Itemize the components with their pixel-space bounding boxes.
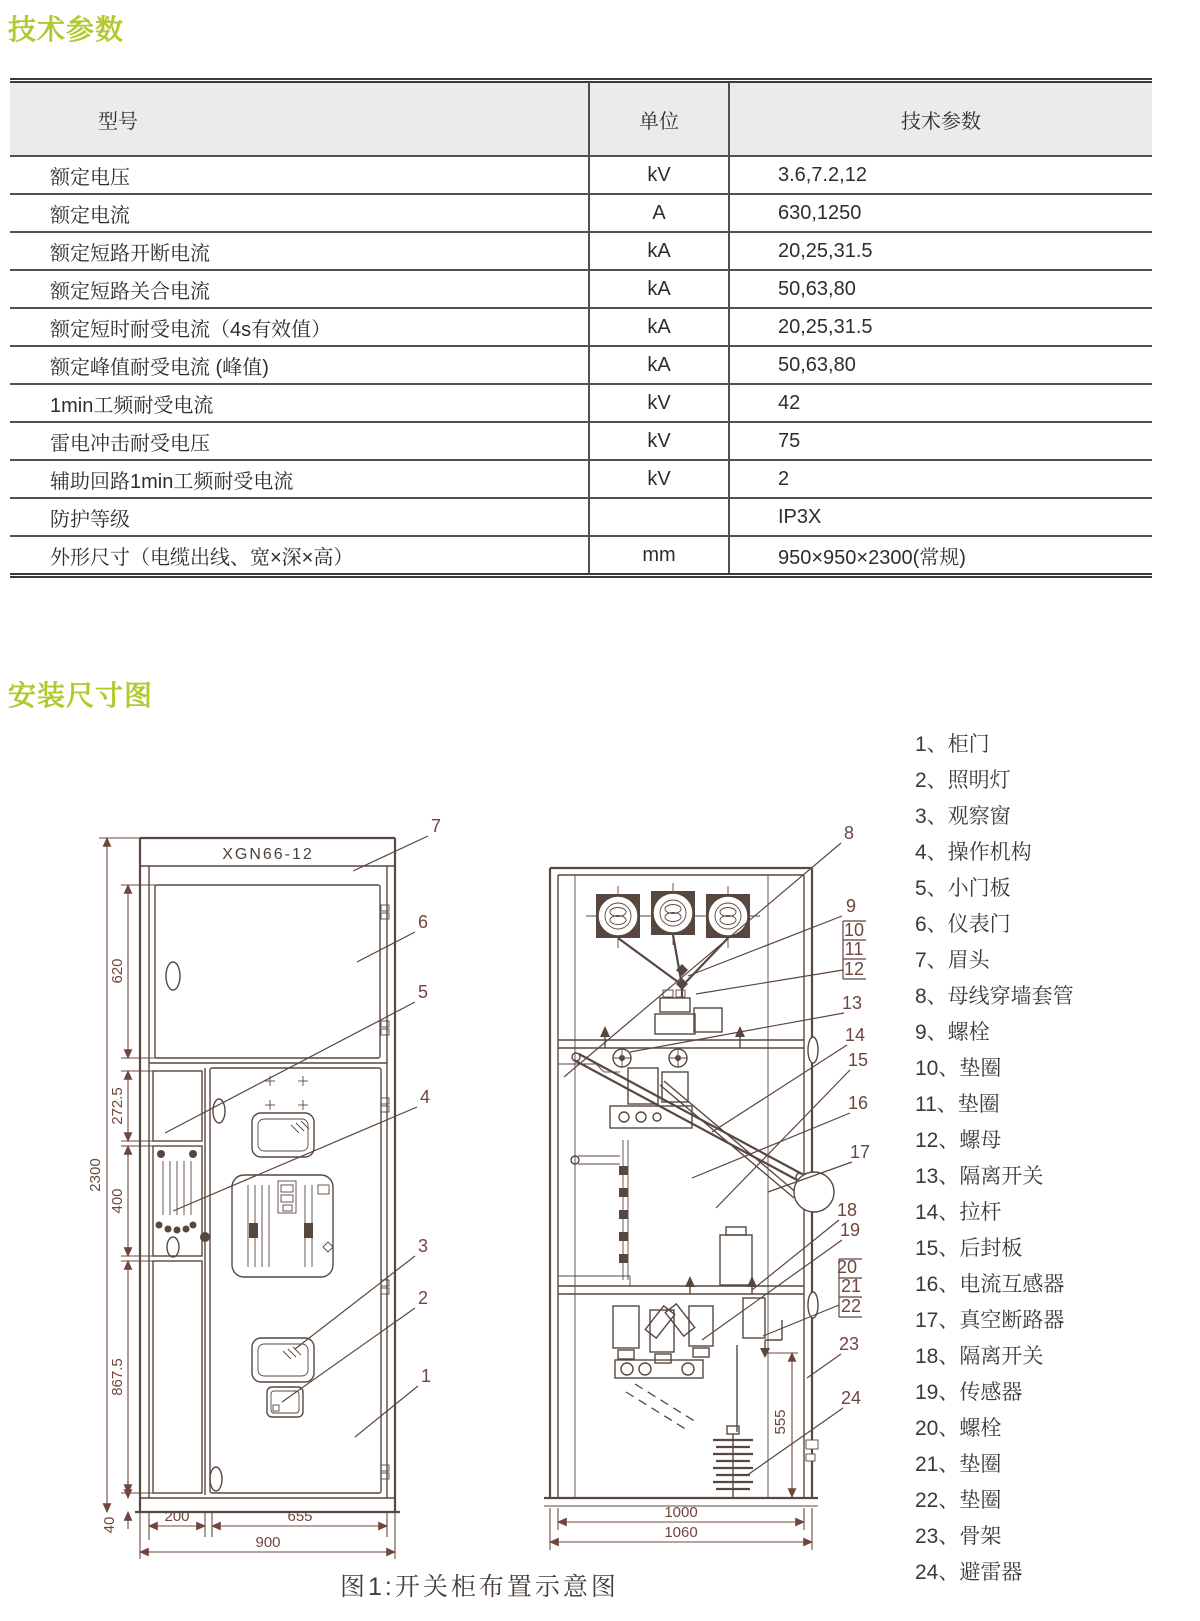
spec-unit: kV xyxy=(588,385,730,421)
table-row xyxy=(10,499,1152,537)
parts-list-item: 20、螺栓 xyxy=(915,1417,1002,1440)
dim-h3: 400 xyxy=(109,1188,126,1214)
parts-list-item: 17、真空断路器 xyxy=(915,1309,1065,1332)
spec-unit: kV xyxy=(588,461,730,497)
hinge-marks xyxy=(381,905,389,1479)
parts-list-item: 15、后封板 xyxy=(915,1237,1023,1260)
parts-list-item: 13、隔离开关 xyxy=(915,1165,1044,1188)
dim-w1: 200 xyxy=(164,1508,190,1525)
spec-value: 75 xyxy=(778,429,801,452)
observation-window-upper xyxy=(252,1113,314,1157)
spec-value: 20,25,31.5 xyxy=(778,239,873,262)
parts-list-item: 4、操作机构 xyxy=(915,841,1032,864)
parts-list-item: 14、拉杆 xyxy=(915,1201,1002,1224)
callout-label: 21 xyxy=(840,1276,862,1296)
spec-value: 950×950×2300(常规) xyxy=(778,546,966,569)
header-params: 技术参数 xyxy=(901,110,981,133)
parts-list-item: 1、柜门 xyxy=(915,733,990,756)
callout-label: 23 xyxy=(838,1334,860,1354)
spec-unit xyxy=(588,499,730,535)
table-row xyxy=(10,537,1152,573)
callout-label: 6 xyxy=(417,912,429,932)
callout-label: 24 xyxy=(840,1388,862,1408)
table-row xyxy=(10,309,1152,347)
table-row xyxy=(10,157,1152,195)
callout-label: 15 xyxy=(847,1050,869,1070)
tech-params-table xyxy=(10,78,1152,578)
spec-label: 额定电压 xyxy=(50,166,130,189)
parts-list-item: 5、小门板 xyxy=(915,877,1011,900)
callout-label: 10 xyxy=(843,920,865,940)
parts-list-item: 22、垫圈 xyxy=(915,1489,1002,1512)
spec-unit: A xyxy=(588,195,730,231)
spec-unit: mm xyxy=(588,537,730,573)
callout-label: 5 xyxy=(417,982,429,1002)
callout-label: 16 xyxy=(847,1093,869,1113)
header-model: 型号 xyxy=(98,110,138,133)
spec-label: 雷电冲击耐受电压 xyxy=(50,432,210,455)
bushing xyxy=(706,894,750,938)
spec-value: 50,63,80 xyxy=(778,353,856,376)
table-header-row xyxy=(10,83,1152,157)
parts-list-item: 21、垫圈 xyxy=(915,1453,1002,1476)
compartment-shelf xyxy=(558,1026,804,1048)
dim-1060: 1060 xyxy=(664,1524,698,1541)
parts-list xyxy=(915,727,1074,1591)
callout-label: 7 xyxy=(430,816,442,836)
spec-label: 额定电流 xyxy=(50,204,130,227)
dim-h5: 40 xyxy=(101,1516,118,1534)
bushing xyxy=(651,891,695,935)
spec-value: 50,63,80 xyxy=(778,277,856,300)
callout-label: 17 xyxy=(849,1142,871,1162)
table-row xyxy=(10,195,1152,233)
spec-label: 1min工频耐受电流 xyxy=(50,394,214,417)
spec-label: 辅助回路1min工频耐受电流 xyxy=(50,470,294,493)
table-row xyxy=(10,233,1152,271)
callout-label: 13 xyxy=(841,993,863,1013)
main-door xyxy=(210,1068,381,1493)
section-view-diagram xyxy=(500,800,960,1560)
dimension-lines xyxy=(99,838,395,1559)
figure-caption: 图1:开关柜布置示意图 xyxy=(340,1573,619,1601)
door-handle xyxy=(166,962,180,990)
spec-label: 额定短路开断电流 xyxy=(50,242,210,265)
callout-label: 14 xyxy=(844,1025,866,1045)
spec-label: 额定短路关合电流 xyxy=(50,280,210,303)
parts-list-item: 7、眉头 xyxy=(915,949,990,972)
dim-total-height: 2300 xyxy=(87,1158,104,1192)
spec-value: 3.6,7.2,12 xyxy=(778,163,867,186)
insulator-cap xyxy=(726,1227,746,1235)
dim-w3: 900 xyxy=(255,1534,281,1551)
callout-label: 1 xyxy=(420,1366,432,1386)
callout-label: 8 xyxy=(843,823,855,843)
parts-list-item: 12、螺母 xyxy=(915,1129,1002,1152)
spec-value: 630,1250 xyxy=(778,201,862,224)
header-unit: 单位 xyxy=(588,83,730,155)
dim-h1: 620 xyxy=(109,958,126,984)
lower-left-door xyxy=(153,1261,202,1493)
parts-list-item: 10、垫圈 xyxy=(915,1057,1002,1080)
spec-unit: kA xyxy=(588,271,730,307)
dimension-labels xyxy=(87,958,313,1551)
callout-labels xyxy=(837,823,870,1408)
left-column xyxy=(153,1068,210,1495)
parts-list-item: 3、观察窗 xyxy=(915,805,1011,828)
parts-list-item: 18、隔离开关 xyxy=(915,1345,1044,1368)
lower-shelf xyxy=(558,1276,804,1294)
table-row xyxy=(10,461,1152,499)
callout-label: 2 xyxy=(417,1288,429,1308)
callout-label: 9 xyxy=(845,896,857,916)
parts-list-item: 24、避雷器 xyxy=(915,1561,1023,1584)
section-title-install-dims: 安装尺寸图 xyxy=(8,680,154,711)
spec-label: 防护等级 xyxy=(50,508,130,531)
operating-mechanism-panel xyxy=(232,1175,333,1277)
plus-marks xyxy=(265,1076,308,1110)
spec-unit: kA xyxy=(588,347,730,383)
bolt-chain xyxy=(571,1140,628,1280)
parts-list-item: 16、电流互感器 xyxy=(915,1273,1065,1296)
model-label: XGN66-12 xyxy=(222,846,314,863)
section-title-tech-params: 技术参数 xyxy=(8,14,125,45)
disconnect-switch xyxy=(558,1049,804,1198)
spec-unit: kV xyxy=(588,157,730,193)
parts-list-item: 2、照明灯 xyxy=(915,769,1011,792)
spec-label: 外形尺寸（电缆出线、宽×深×高） xyxy=(50,546,354,569)
spec-value: 2 xyxy=(778,467,790,490)
parts-list-item: 19、传感器 xyxy=(915,1381,1023,1404)
callout-label: 20 xyxy=(836,1257,858,1277)
table-row xyxy=(10,271,1152,309)
callout-label: 11 xyxy=(844,939,864,959)
spec-value: 20,25,31.5 xyxy=(778,315,873,338)
parts-list-item: 9、螺栓 xyxy=(915,1021,990,1044)
callout-label: 12 xyxy=(843,959,865,979)
instrument-door xyxy=(155,885,380,1058)
support-insulators xyxy=(655,990,722,1034)
callout-label: 19 xyxy=(839,1220,861,1240)
spec-value: 42 xyxy=(778,391,801,414)
spec-unit: kV xyxy=(588,423,730,459)
side-fittings xyxy=(794,1037,834,1461)
dim-1000: 1000 xyxy=(664,1504,698,1521)
dim-555: 555 xyxy=(772,1409,789,1435)
bushing xyxy=(596,894,640,938)
parts-list-item: 6、仪表门 xyxy=(915,913,1011,936)
small-door-panel xyxy=(153,1071,202,1141)
table-row xyxy=(10,347,1152,385)
parts-list-item: 8、母线穿墙套管 xyxy=(915,985,1074,1008)
callout-label: 18 xyxy=(836,1200,858,1220)
parts-list-item: 11、垫圈 xyxy=(915,1093,1000,1116)
post-insulator xyxy=(720,1235,752,1285)
callout-label: 3 xyxy=(417,1236,429,1256)
dim-h2: 272.5 xyxy=(109,1087,126,1125)
dim-h4: 867.5 xyxy=(109,1358,126,1396)
pull-rod xyxy=(574,1060,797,1180)
spec-label: 额定峰值耐受电流 (峰值) xyxy=(50,356,269,379)
door-handle xyxy=(210,1467,222,1491)
callout-labels xyxy=(418,816,441,1386)
parts-list-item: 23、骨架 xyxy=(915,1525,1002,1548)
front-view-diagram xyxy=(85,795,475,1565)
observation-window-lower xyxy=(252,1338,314,1382)
table-row xyxy=(10,423,1152,461)
spec-value: IP3X xyxy=(778,505,822,528)
spec-unit: kA xyxy=(588,233,730,269)
table-row xyxy=(10,385,1152,423)
spec-label: 额定短时耐受电流（4s有效值） xyxy=(50,318,332,341)
spec-unit: kA xyxy=(588,309,730,345)
lower-disconnect xyxy=(613,1298,782,1430)
callout-label: 4 xyxy=(419,1087,431,1107)
callout-label: 22 xyxy=(840,1296,862,1316)
dim-w2: 655 xyxy=(287,1508,313,1525)
